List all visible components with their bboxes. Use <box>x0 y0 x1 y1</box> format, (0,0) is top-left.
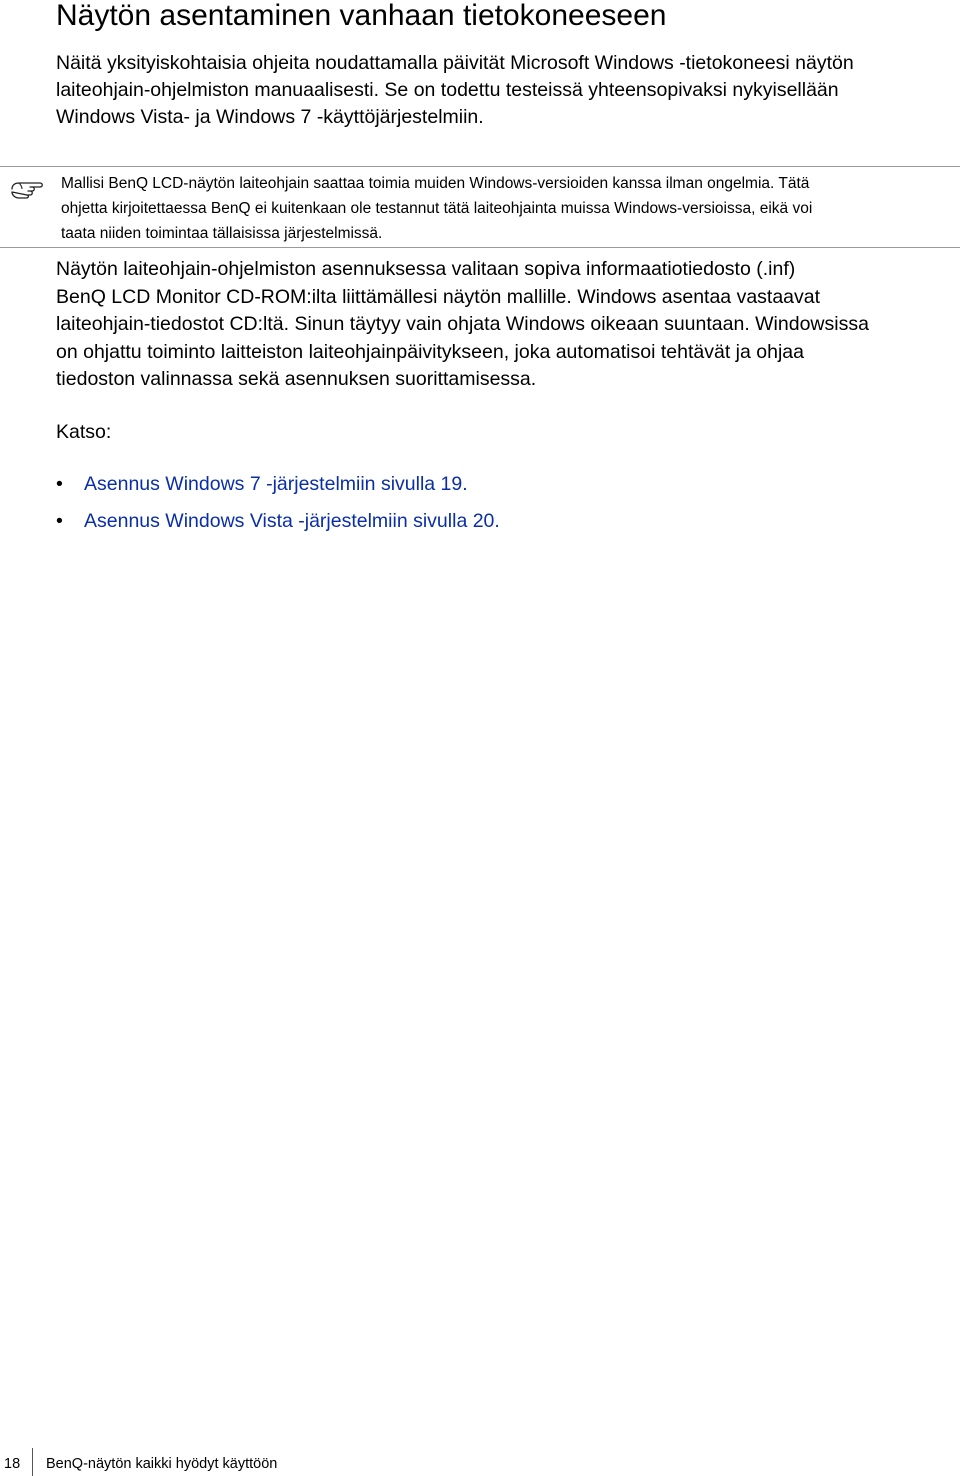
bullet-icon: • <box>56 473 63 495</box>
body-line: BenQ LCD Monitor CD-ROM:ilta liittämällesi näytön mallille. Windows asentaa vastaavat <box>56 285 821 308</box>
note-line: ohjetta kirjoitettaessa BenQ ei kuitenkaan ole testannut tätä laiteohjainta muissa Windows-versioissa, eikä voi <box>61 200 813 217</box>
intro-paragraph <box>56 50 956 131</box>
note-text <box>61 171 953 246</box>
footer-divider <box>32 1448 33 1476</box>
note-box <box>0 166 960 248</box>
page-title: Näytön asentaminen vanhaan tietokoneeseen <box>56 0 667 32</box>
link-windows-7-install[interactable]: Asennus Windows 7 -järjestelmiin sivulla 19. <box>84 473 468 495</box>
body-line: laiteohjain-tiedostot CD:ltä. Sinun täytyy vain ohjata Windows oikeaan suuntaan. Windowsissa <box>56 313 869 335</box>
page-number: 18 <box>4 1456 21 1472</box>
footer-title: BenQ-näytön kaikki hyödyt käyttöön <box>46 1456 278 1472</box>
note-line: Mallisi BenQ LCD-näytön laiteohjain saattaa toimia muiden Windows-versioiden kanssa ilman ongelmia. Tätä <box>61 175 810 192</box>
body-line: tiedoston valinnassa sekä asennuksen suorittamisessa. <box>56 368 537 390</box>
intro-line: laiteohjain-ohjelmiston manuaalisesti. Se on todettu testeissä yhteensopivaksi nykyisellään <box>56 79 839 101</box>
intro-line: Näitä yksityiskohtaisia ohjeita noudattamalla päivität Microsoft Windows -tietokoneesi näytön <box>56 52 854 74</box>
body-line: on ohjattu toiminto laitteiston laiteohjainpäivitykseen, joka automatisoi tehtävät ja ohjaa <box>56 340 804 363</box>
pointing-hand-icon <box>10 178 46 200</box>
link-windows-vista-install[interactable]: Asennus Windows Vista -järjestelmiin sivulla 20. <box>84 510 500 532</box>
body-paragraph <box>56 256 956 394</box>
note-line: taata niiden toimintaa tällaisissa järjestelmissä. <box>61 225 383 242</box>
see-also-label: Katso: <box>56 421 112 443</box>
bullet-icon: • <box>56 510 63 532</box>
intro-line: Windows Vista- ja Windows 7 -käyttöjärjestelmiin. <box>56 106 484 128</box>
body-line: Näytön laiteohjain-ohjelmiston asennuksessa valitaan sopiva informaatiotiedosto (.inf) <box>56 258 796 280</box>
